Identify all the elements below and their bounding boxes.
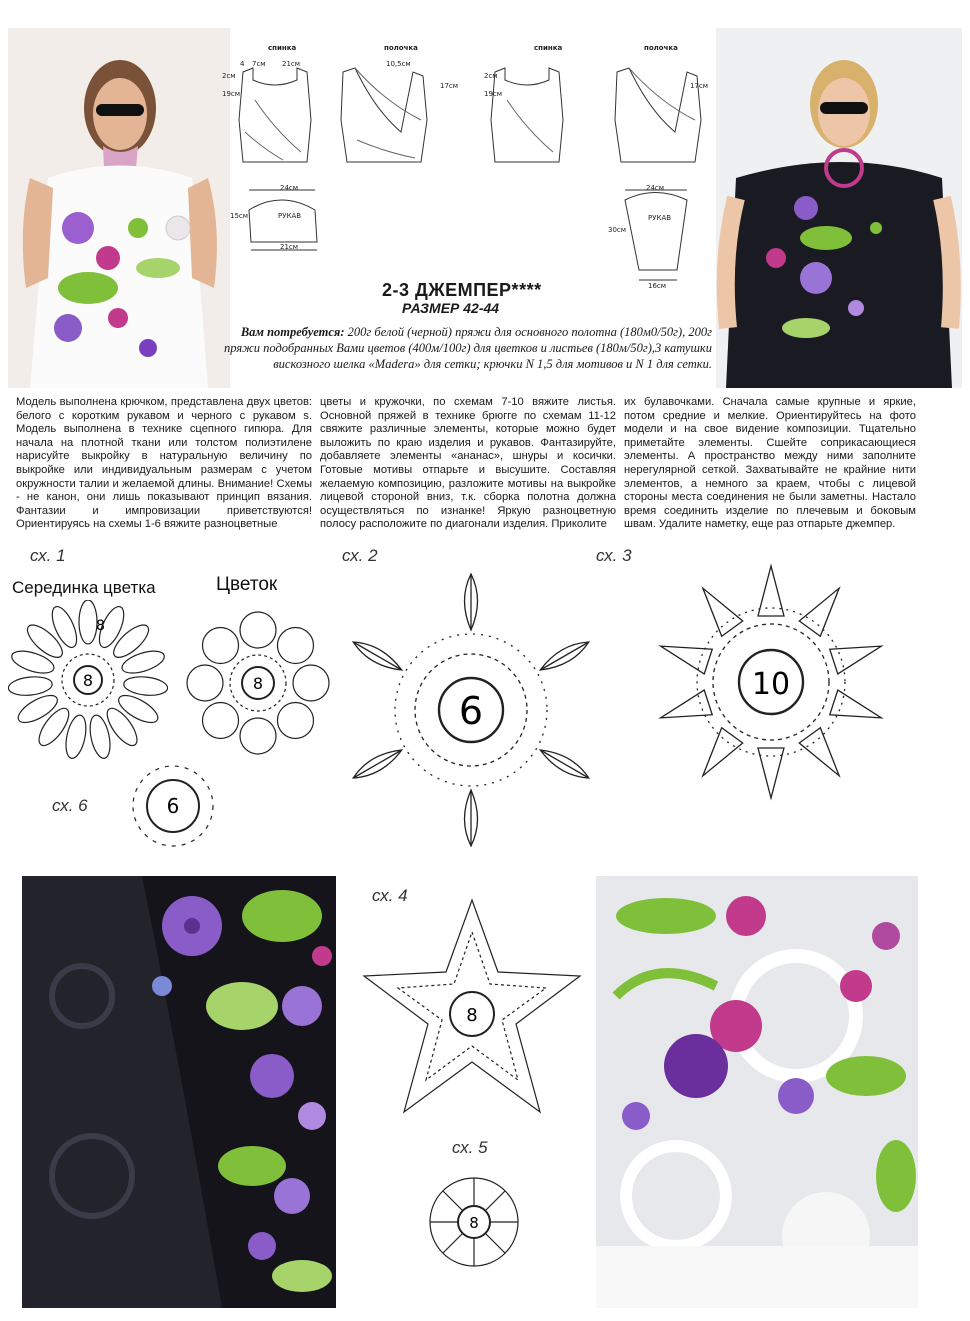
- diagram-number-6b: 6: [166, 794, 180, 818]
- body-text-col-3: их булавочками. Сначала самые крупные и яркие, потом средние и мелкие. Ориентируйтесь на фото модели и на свое видение композиции. Тщательно приметайте элементы. Сшейте соприкасающиеся элементы. А пространство между ними заполните нерегулярной сеткой. Захватывайте не крайние нити элементов, а немного за краем, чтобы с лицевой стороны места соединения не были заметны. Настало время соединить изделие по плечевым и боковым швам. Удалите наметку, еще раз отпарьте джемпер.: [624, 396, 916, 531]
- dim-21cm-b: 21см: [280, 243, 299, 251]
- materials-text: 200г белой (черной) пряжи для основного полотна (180м0/50г), 200г пряжи подобранных Вами цветов (400м/100г) для цветков и листьев (180м/50г),3 катушки вискозного шелка «Madera» для сетки; крючки N 1,5 для мотивов и N 1 для сетки.: [223, 325, 712, 371]
- dim-19cm-b: 19см: [484, 90, 503, 98]
- dim-15cm: 15см: [230, 212, 249, 220]
- dim-17cm: 17см: [440, 82, 459, 90]
- pattern-label-back-1: спинка: [268, 44, 297, 52]
- dim-16cm: 16см: [648, 282, 667, 290]
- sleeve-label-long: РУКАВ: [648, 214, 672, 222]
- dim-4: 4: [240, 60, 245, 68]
- scheme-label-2: сх. 2: [342, 546, 378, 565]
- dim-30cm: 30см: [608, 226, 627, 234]
- scheme-1-flower-title: Цветок: [216, 574, 278, 595]
- scheme-label-1: сх. 1: [30, 546, 66, 565]
- diagram-number-8d: 8: [466, 1005, 478, 1026]
- sleeve-label-short: РУКАВ: [278, 212, 302, 220]
- body-text-col-1: Модель выполнена крючком, представлена двух цветов: белого с коротким рукавом и черного с рукавом s. Модель выполнена в технике сцепного гипюра. Для начала на плотной ткани или толстом полиэтилене нарисуйте выкройку в натуральную величину по выкройке или индивидуальным размерам с учетом окружности талии и желаемой длины. Внимание! Схемы - не канон, они лишь показывают принцип вязания. Фантазии и импровизации приветствуются! Ориентируясь на схемы 1-6 вяжите разноцветные: [16, 396, 312, 531]
- scheme-label-4: сх. 4: [372, 886, 408, 905]
- diagram-number-8c: 8: [252, 674, 264, 693]
- dim-17cm-b: 17см: [690, 82, 709, 90]
- pattern-label-front-2: полочка: [644, 44, 678, 52]
- body-text-col-2: цветы и кружочки, по схемам 7-10 вяжите листья. Основной пряжей в технике брюгге по схемам 11-12 свяжите различные элементы, которые можно будет выложить по краю изделия и рукавов. Фантазируйте, добавляете элементы «ананас», шнуры и косички. Готовые мотивы отпарьте и высушите. Составляя желаемую композицию, разложите мотивы на выкройке лицевой стороной вниз, т.к. сборка полотна должна осуществляться по изнанке! Яркую разноцветную полосу расположите по диагонали изделия. Приколите: [320, 396, 616, 531]
- dim-24cm-b: 24см: [646, 184, 665, 192]
- diagram-scheme-5: [418, 1166, 530, 1278]
- diagram-flower-center: [8, 600, 168, 760]
- diagram-number-10: 10: [751, 667, 791, 702]
- detail-photo-white: [596, 876, 918, 1308]
- model-photo-black: [716, 28, 962, 388]
- dim-2cm-b: 2см: [484, 72, 498, 80]
- diagram-number-6: 6: [458, 689, 484, 733]
- materials-block: [210, 324, 712, 372]
- diagram-number-8b: 8: [96, 618, 105, 634]
- diagram-scheme-4: [352, 892, 592, 1128]
- diagram-scheme-2: [326, 560, 616, 860]
- diagram-scheme-3: [630, 544, 912, 834]
- dim-19cm: 19см: [222, 90, 241, 98]
- diagram-number-8e: 8: [469, 1214, 479, 1232]
- dim-10-5cm: 10,5см: [386, 60, 411, 68]
- model-photo-white: [8, 28, 230, 388]
- scheme-label-6: сх. 6: [52, 796, 88, 815]
- dim-24cm: 24см: [280, 184, 299, 192]
- diagram-flower: [178, 608, 338, 758]
- dim-21cm: 21см: [282, 60, 301, 68]
- scheme-1-center-title: Серединка цветка: [12, 578, 156, 597]
- pattern-label-front-1: полочка: [384, 44, 418, 52]
- dim-7cm: 7см: [252, 60, 266, 68]
- diagram-number-8a: 8: [82, 671, 94, 690]
- pattern-label-back-2: спинка: [534, 44, 563, 52]
- page-title: 2-3 ДЖЕМПЕР****: [382, 280, 542, 300]
- diagram-scheme-6: [118, 758, 228, 858]
- dim-2cm: 2см: [222, 72, 236, 80]
- detail-photo-black: [22, 876, 336, 1308]
- scheme-label-3: сх. 3: [596, 546, 632, 565]
- garment-patterns: [225, 40, 705, 290]
- scheme-label-5: сх. 5: [452, 1138, 488, 1157]
- materials-label: Вам потребуется:: [240, 325, 345, 339]
- size-subtitle: РАЗМЕР 42-44: [402, 300, 500, 316]
